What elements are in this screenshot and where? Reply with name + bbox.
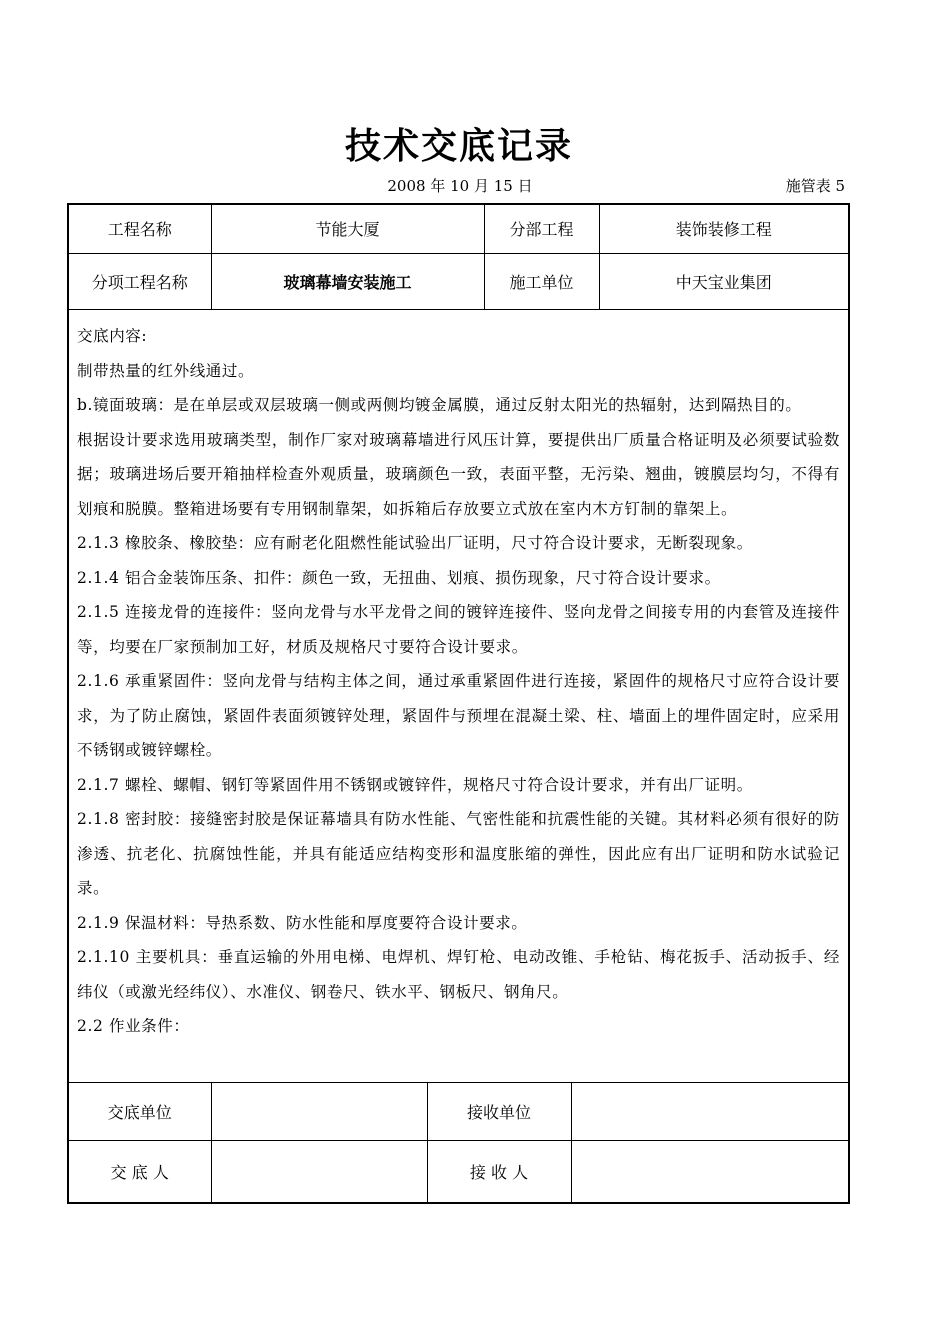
division-label: 分部工程 — [484, 205, 599, 253]
issuer-person-label: 交 底 人 — [69, 1140, 211, 1202]
header-table — [69, 205, 848, 310]
subitem-label: 分项工程名称 — [69, 253, 211, 309]
subitem-value: 玻璃幕墙安装施工 — [211, 253, 484, 309]
contractor-label: 施工单位 — [484, 253, 599, 309]
content-paragraph: 2.1.7 螺栓、螺帽、钢钉等紧固件用不锈钢或镀锌件，规格尺寸符合设计要求，并有出厂证明。 — [77, 775, 753, 794]
document-date: 2008 年 10 月 15 日 — [387, 177, 533, 195]
content-paragraph: 2.1.3 橡胶条、橡胶垫：应有耐老化阻燃性能试验出厂证明，尺寸符合设计要求，无断裂现象。 — [77, 534, 753, 552]
content-paragraph: 2.1.5 连接龙骨的连接件：竖向龙骨与水平龙骨之间的镀锌连接件、竖向龙骨之间接专用的内套管及连接件等，均要在厂家预制加工好，材质及规格尺寸要符合设计要求。 — [77, 603, 840, 656]
document-title: 技术交底记录 — [344, 126, 573, 167]
issuer-unit-field[interactable] — [211, 1082, 427, 1140]
contractor-value: 中天宝业集团 — [599, 253, 848, 309]
content-paragraph: 2.1.10 主要机具：垂直运输的外用电梯、电焊机、焊钉枪、电动改锥、手枪钻、梅花扳手、活动扳手、经纬仪（或激光经纬仪）、水准仪、钢卷尺、铁水平、钢板尺、钢角尺。 — [77, 948, 840, 1001]
receiver-person-field[interactable] — [571, 1140, 848, 1202]
signature-table — [69, 1082, 848, 1203]
content-paragraph: 制带热量的红外线通过。 — [77, 361, 255, 380]
content-paragraph: 2.1.8 密封胶：接缝密封胶是保证幕墙具有防水性能、气密性能和抗震性能的关键。其材料必须有很好的防渗透、抗老化、抗腐蚀性能，并具有能适应结构变形和温度胀缩的弹性，因此应有出厂证明和防水试验记录。 — [77, 810, 840, 897]
content-heading: 交底内容: — [77, 327, 148, 345]
record-sheet — [67, 203, 850, 1204]
issuer-unit-label: 交底单位 — [69, 1082, 211, 1140]
content-paragraph: 2.1.4 铝合金装饰压条、扣件：颜色一致，无扭曲、划痕、损伤现象，尺寸符合设计要求。 — [77, 568, 721, 587]
content-paragraph: 2.1.9 保温材料：导热系数、防水性能和厚度要符合设计要求。 — [77, 913, 528, 932]
content-paragraph: 根据设计要求选用玻璃类型，制作厂家对玻璃幕墙进行风压计算，要提供出厂质量合格证明及必须要试验数据；玻璃进场后要开箱抽样检查外观质量，玻璃颜色一致，表面平整，无污染、翘曲，镀膜层均匀，不得有划痕和脱膜。整箱进场要有专用钢制靠架，如拆箱后存放要立式放在室内木方钉制的靠架上。 — [77, 430, 840, 518]
receiver-unit-field[interactable] — [571, 1082, 848, 1140]
receiver-person-label: 接 收 人 — [427, 1140, 571, 1202]
content-paragraph: b.镜面玻璃：是在单层或双层玻璃一侧或两侧均镀金属膜，通过反射太阳光的热辐射，达到隔热目的。 — [77, 396, 802, 414]
issuer-person-field[interactable] — [211, 1140, 427, 1202]
disclosure-content — [69, 311, 848, 1044]
form-number: 施管表 5 — [785, 177, 845, 195]
division-value: 装饰装修工程 — [599, 205, 848, 253]
content-paragraph: 2.2 作业条件： — [77, 1017, 190, 1035]
project-name-value: 节能大厦 — [211, 205, 484, 253]
project-name-label: 工程名称 — [69, 205, 211, 253]
receiver-unit-label: 接收单位 — [427, 1082, 571, 1140]
content-paragraph: 2.1.6 承重紧固件：竖向龙骨与结构主体之间，通过承重紧固件进行连接，紧固件的规格尺寸应符合设计要求，为了防止腐蚀，紧固件表面须镀锌处理，紧固件与预埋在混凝土梁、柱、墙面上的埋件固定时，应采用不锈钢或镀锌螺栓。 — [77, 672, 840, 759]
